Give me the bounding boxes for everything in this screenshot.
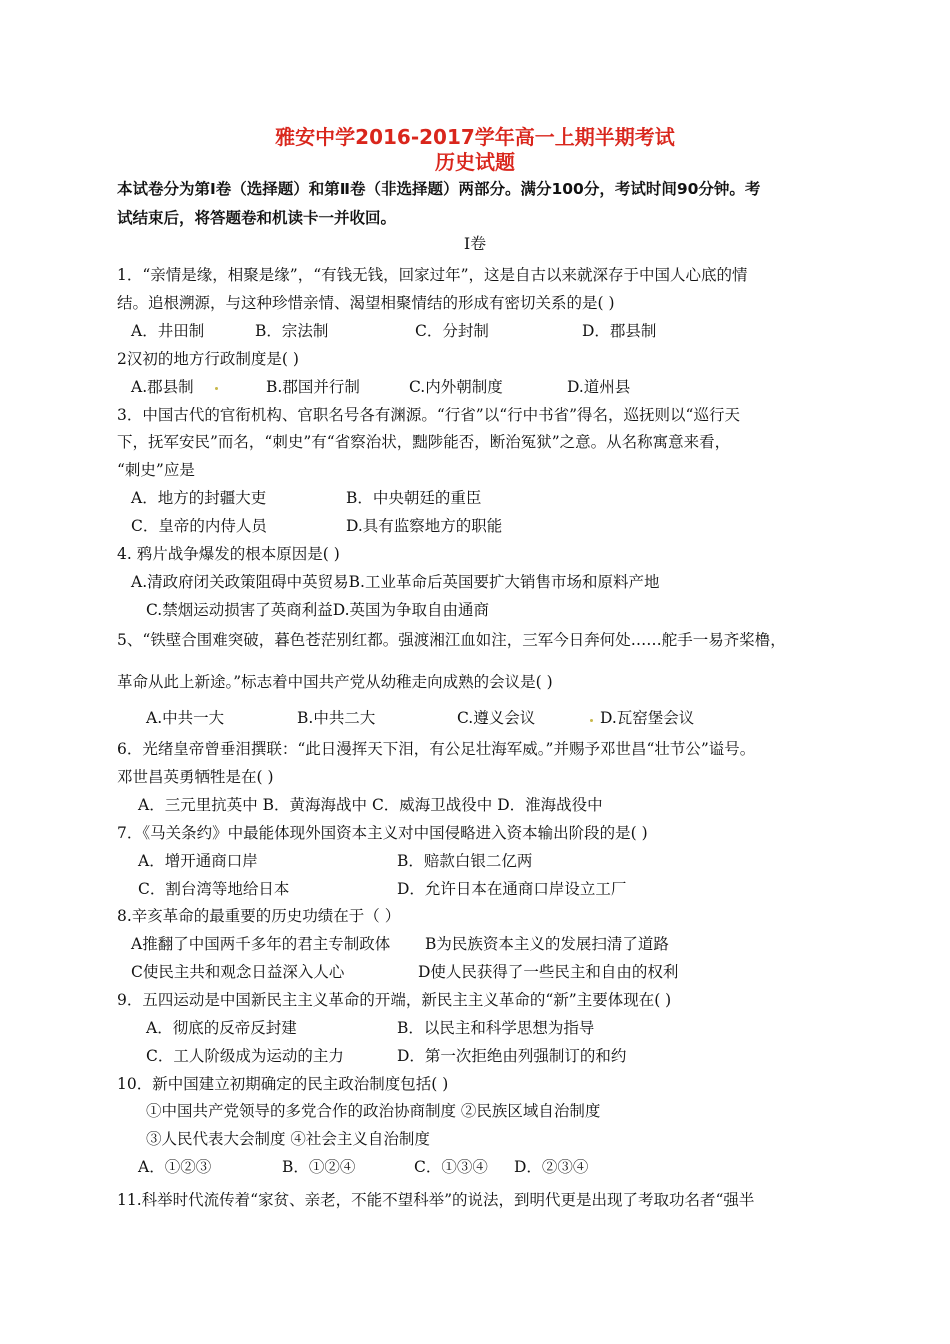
q6-stem-line-2: 邓世昌英勇牺牲是在( ) — [117, 768, 274, 786]
q7-option-a: A．增开通商口岸 — [138, 852, 258, 870]
q6-stem-line-1: 6．光绪皇帝曾垂泪撰联：“此日漫挥天下泪，有公足壮海军威。”并赐予邓世昌“壮节公”谥号。 — [117, 740, 756, 758]
q1-option-b: B．宗法制 — [255, 322, 329, 340]
q1-stem-line-1: 1．“亲情是缘，相聚是缘”，“有钱无钱，回家过年”，这是自古以来就深存于中国人心底的情 — [117, 266, 748, 284]
q2-stem: 2汉初的地方行政制度是( ) — [117, 350, 299, 368]
q5-option-c: C.遵义会议 — [457, 709, 536, 727]
mark-dot — [590, 719, 593, 722]
mark-dot — [215, 387, 218, 390]
q1-stem-line-2: 结。追根溯源，与这种珍惜亲情、渴望相聚情结的形成有密切关系的是( ) — [117, 294, 615, 312]
q10-statements-1: ①中国共产党领导的多党合作的政治协商制度 ②民族区域自治制度 — [146, 1102, 601, 1120]
q8-stem: 8.辛亥革命的最重要的历史功绩在于（ ） — [117, 907, 401, 925]
exam-title: 雅安中学2016-2017学年高一上期半期考试 — [275, 125, 675, 149]
q7-stem: 7．《马关条约》中最能体现外国资本主义对中国侵略进入资本输出阶段的是( ) — [117, 824, 648, 842]
q7-option-b: B．赔款白银二亿两 — [397, 852, 533, 870]
q5-stem-line-2: 革命从此上新途。”标志着中国共产党从幼稚走向成熟的会议是( ) — [117, 673, 553, 691]
q8-option-b: B为民族资本主义的发展扫清了道路 — [425, 935, 669, 953]
q8-option-c: C使民主共和观念日益深入人心 — [131, 963, 345, 981]
q1-option-d: D．郡县制 — [582, 322, 657, 340]
q5-option-a: A.中共一大 — [146, 709, 225, 727]
q3-option-a: A．地方的封疆大吏 — [131, 489, 267, 507]
q2-option-a: A.郡县制 — [131, 378, 194, 396]
q3-option-b: B．中央朝廷的重臣 — [346, 489, 482, 507]
q1-option-a: A．井田制 — [131, 322, 205, 340]
q7-option-c: C．割台湾等地给日本 — [138, 880, 290, 898]
q10-option-c: C．①③④ — [414, 1158, 488, 1176]
q5-option-d: D.瓦窑堡会议 — [600, 709, 695, 727]
q8-option-a: A推翻了中国两千多年的君主专制政体 — [131, 935, 391, 953]
q9-stem: 9．五四运动是中国新民主主义革命的开端，新民主主义革命的“新”主要体现在( ) — [117, 991, 672, 1009]
q6-options: A．三元里抗英中 B．黄海海战中 C．威海卫战役中 D．淮海战役中 — [138, 796, 603, 814]
q4-options-cd: C.禁烟运动损害了英商利益D.英国为争取自由通商 — [146, 601, 490, 619]
q9-option-c: C．工人阶级成为运动的主力 — [146, 1047, 344, 1065]
q5-stem-line-1: 5、“铁壁合围难突破，暮色苍茫别红都。强渡湘江血如注，三军今日奔何处……舵手一易齐桨橹， — [117, 631, 786, 649]
q7-option-d: D．允许日本在通商口岸设立工厂 — [397, 880, 627, 898]
exam-subtitle: 历史试题 — [435, 150, 515, 174]
q11-stem-line-1: 11.科举时代流传着“家贫、亲老，不能不望科举”的说法，到明代更是出现了考取功名者“强半 — [117, 1191, 755, 1209]
q4-stem: 4. 鸦片战争爆发的根本原因是( ) — [117, 545, 340, 563]
q10-option-d: D．②③④ — [514, 1158, 589, 1176]
q9-option-b: B．以民主和科学思想为指导 — [397, 1019, 595, 1037]
q3-stem-line-2: 下，抚军安民”而名，“刺史”有“省察治状，黜陟能否，断治冤狱”之意。从名称寓意来看， — [117, 433, 731, 451]
q9-option-a: A．彻底的反帝反封建 — [146, 1019, 297, 1037]
q1-option-c: C．分封制 — [415, 322, 489, 340]
exam-instructions — [117, 175, 837, 233]
q9-option-d: D．第一次拒绝由列强制订的和约 — [397, 1047, 627, 1065]
instructions-line-1: 本试卷分为第Ⅰ卷（选择题）和第Ⅱ卷（非选择题）两部分。满分100分，考试时间90分钟。考 — [117, 180, 761, 198]
q4-options-ab: A.清政府闭关政策阻碍中英贸易B.工业革命后英国要扩大销售市场和原料产地 — [131, 573, 660, 591]
q3-option-d: D.具有监察地方的职能 — [346, 517, 503, 535]
q2-option-c: C.内外朝制度 — [409, 378, 503, 396]
instructions-line-2: 试结束后，将答题卷和机读卡一并收回。 — [117, 209, 397, 227]
q2-option-d: D.道州县 — [567, 378, 631, 396]
q3-stem-line-1: 3．中国古代的官衔机构、官职名号各有渊源。“行省”以“行中书省”得名，巡抚则以“巡行天 — [117, 406, 740, 424]
section-heading: Ⅰ卷 — [463, 234, 487, 253]
q10-option-b: B．①②④ — [282, 1158, 356, 1176]
q10-option-a: A．①②③ — [138, 1158, 212, 1176]
q3-option-c: C．皇帝的内侍人员 — [131, 517, 267, 535]
q8-option-d: D使人民获得了一些民主和自由的权利 — [418, 963, 679, 981]
q5-option-b: B.中共二大 — [297, 709, 376, 727]
q10-stem: 10．新中国建立初期确定的民主政治制度包括( ) — [117, 1075, 449, 1093]
q2-option-b: B.郡国并行制 — [266, 378, 360, 396]
q10-statements-2: ③人民代表大会制度 ④社会主义自治制度 — [146, 1130, 430, 1148]
q3-stem-line-3: “刺史”应是 — [117, 461, 195, 479]
